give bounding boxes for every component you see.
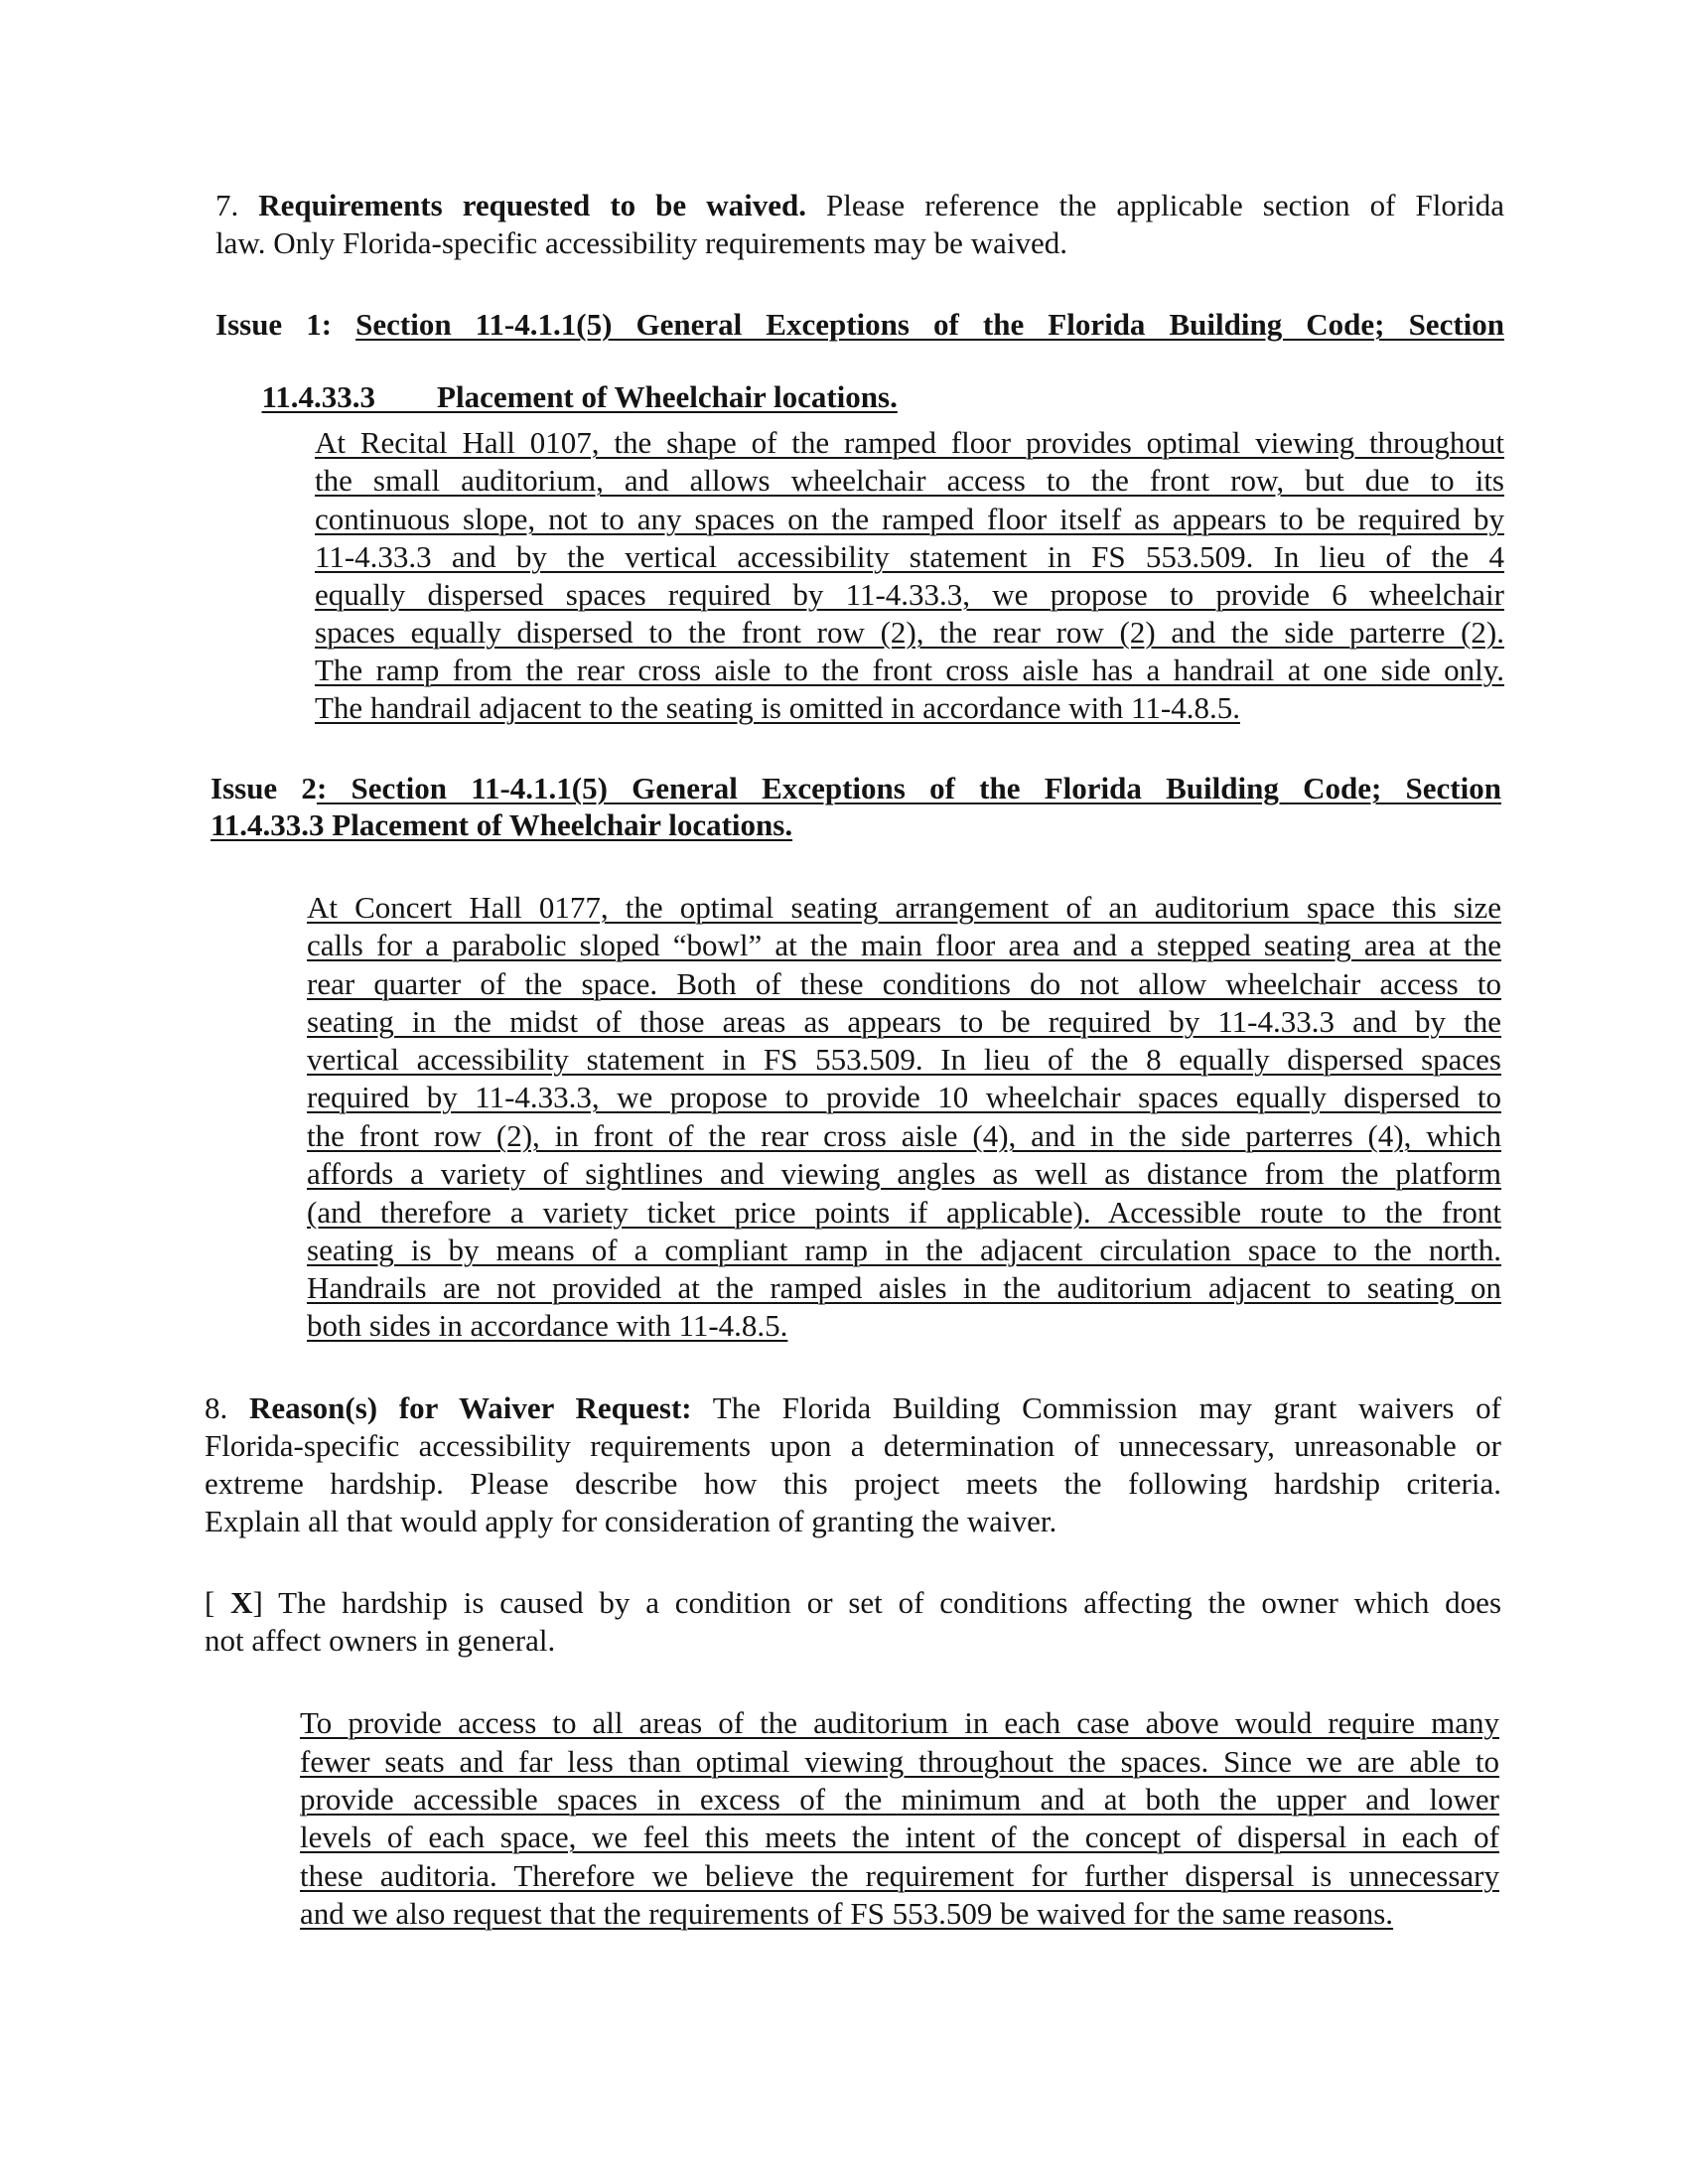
hardship-line-2: not affect owners in general. — [205, 1623, 556, 1658]
issue-2-body-line: the front row (2), in front of the rear cross aisle (4), and in the side parterres (4), which — [307, 1118, 1501, 1153]
hardship-explanation-line: these auditoria. Therefore we believe the requirement for further dispersal is unnecessary — [300, 1858, 1499, 1893]
issue-1-body-line: At Recital Hall 0107, the shape of the ramped floor provides optimal viewing throughout — [315, 425, 1504, 460]
issue-1-heading-text: Section 11-4.1.1(5) General Exceptions of the Florida Building Code; Section — [355, 307, 1504, 342]
issue-2-heading-text: : Section 11-4.1.1(5) General Exceptions of the Florida Building Code; Section — [316, 771, 1501, 805]
issue-2-body-line: required by 11-4.33.3, we propose to provide 10 wheelchair spaces equally dispersed to — [307, 1080, 1501, 1114]
issue-2-body-line: At Concert Hall 0177, the optimal seating arrangement of an auditorium space this size — [307, 890, 1501, 925]
section-8-line: extreme hardship. Please describe how this project meets the following hardship criteria. — [205, 1466, 1501, 1501]
issue-2-heading-line-2 — [211, 807, 1501, 843]
issue-2-heading-text-2: 11.4.33.3 Placement of Wheelchair locations. — [211, 807, 793, 842]
section-8-line-1 — [205, 1390, 1501, 1426]
issue-2-body-line: (and therefore a variety ticket price points if applicable). Accessible route to the front — [307, 1195, 1501, 1230]
hardship-explanation-line: To provide access to all areas of the auditorium in each case above would require many — [300, 1705, 1499, 1740]
issue-1-heading-line-2 — [215, 344, 1504, 414]
issue-1-heading-line-1 — [215, 307, 1504, 343]
checkbox-open-bracket: [ — [205, 1585, 231, 1620]
hardship-line-1 — [205, 1585, 1501, 1621]
issue-1-body-line: the small auditorium, and allows wheelchair access to the front row, but due to its — [315, 463, 1504, 498]
checkbox-checked-mark: X — [230, 1585, 253, 1620]
section-8-text: The Florida Building Commission may grant waivers of — [712, 1390, 1501, 1425]
hardship-explanation-line: levels of each space, we feel this meets the intent of the concept of dispersal in each of — [300, 1820, 1499, 1854]
issue-1-body-line: The ramp from the rear cross aisle to the front cross aisle has a handrail at one side only. — [315, 653, 1504, 687]
hardship-text: The hardship is caused by a condition or set of conditions affecting the owner which does — [262, 1585, 1502, 1620]
section-7-line-2: law. Only Florida-specific accessibility requirements may be waived. — [215, 225, 1067, 260]
hardship-explanation-line: fewer seats and far less than optimal viewing throughout the spaces. Since we are able to — [300, 1744, 1499, 1779]
issue-1-body-line: continuous slope, not to any spaces on the ramped floor itself as appears to be required by — [315, 502, 1504, 536]
section-7-title: Requirements requested to be waived. — [258, 188, 806, 222]
hardship-explanation-line: provide accessible spaces in excess of the minimum and at both the upper and lower — [300, 1782, 1499, 1817]
issue-1-body-line: spaces equally dispersed to the front row (2), the rear row (2) and the side parterre (2). — [315, 615, 1504, 650]
section-7-number: 7. — [215, 188, 239, 222]
issue-2-heading-line-1 — [211, 771, 1501, 806]
section-8-line: Florida-specific accessibility requirements upon a determination of unnecessary, unreasonable or — [205, 1428, 1501, 1463]
section-8-title: Reason(s) for Waiver Request: — [248, 1390, 692, 1425]
section-7-line-1 — [215, 188, 1504, 223]
hardship-explanation-line: and we also request that the requirements of FS 553.509 be waived for the same reasons. — [300, 1896, 1394, 1931]
issue-2-body-line: affords a variety of sightlines and viewing angles as well as distance from the platform — [307, 1156, 1501, 1191]
issue-2-body-line: rear quarter of the space. Both of these conditions do not allow wheelchair access to — [307, 966, 1501, 1001]
issue-2-body-line: vertical accessibility statement in FS 553.509. In lieu of the 8 equally dispersed spaces — [307, 1042, 1501, 1077]
issue-2-body-line: calls for a parabolic sloped “bowl” at the main floor area and a stepped seating area at the — [307, 928, 1501, 962]
issue-1-label: Issue 1: — [215, 307, 333, 342]
issue-1-body-line: 11-4.33.3 and by the vertical accessibility statement in FS 553.509. In lieu of the 4 — [315, 539, 1504, 574]
issue-2-label: Issue 2 — [211, 771, 317, 805]
issue-2-body-line: both sides in accordance with 11-4.8.5. — [307, 1308, 788, 1343]
section-8-line: Explain all that would apply for consideration of granting the waiver. — [205, 1504, 1057, 1538]
issue-1-heading-text-2: 11.4.33.3 Placement of Wheelchair locations. — [261, 379, 898, 414]
hardship-checkbox[interactable] — [205, 1585, 263, 1620]
section-8-number: 8. — [205, 1390, 228, 1425]
issue-2-body-line: seating is by means of a compliant ramp in the adjacent circulation space to the north. — [307, 1233, 1501, 1267]
issue-1-body-line: equally dispersed spaces required by 11-4.33.3, we propose to provide 6 wheelchair — [315, 577, 1504, 612]
issue-1-body-line: The handrail adjacent to the seating is omitted in accordance with 11-4.8.5. — [315, 690, 1240, 725]
issue-2-body-line: seating in the midst of those areas as appears to be required by 11-4.33.3 and by the — [307, 1004, 1501, 1039]
section-7-text: Please reference the applicable section of Florida — [825, 188, 1505, 222]
issue-2-body-line: Handrails are not provided at the ramped aisles in the auditorium adjacent to seating on — [307, 1270, 1501, 1305]
checkbox-close-bracket: ] — [252, 1585, 263, 1620]
